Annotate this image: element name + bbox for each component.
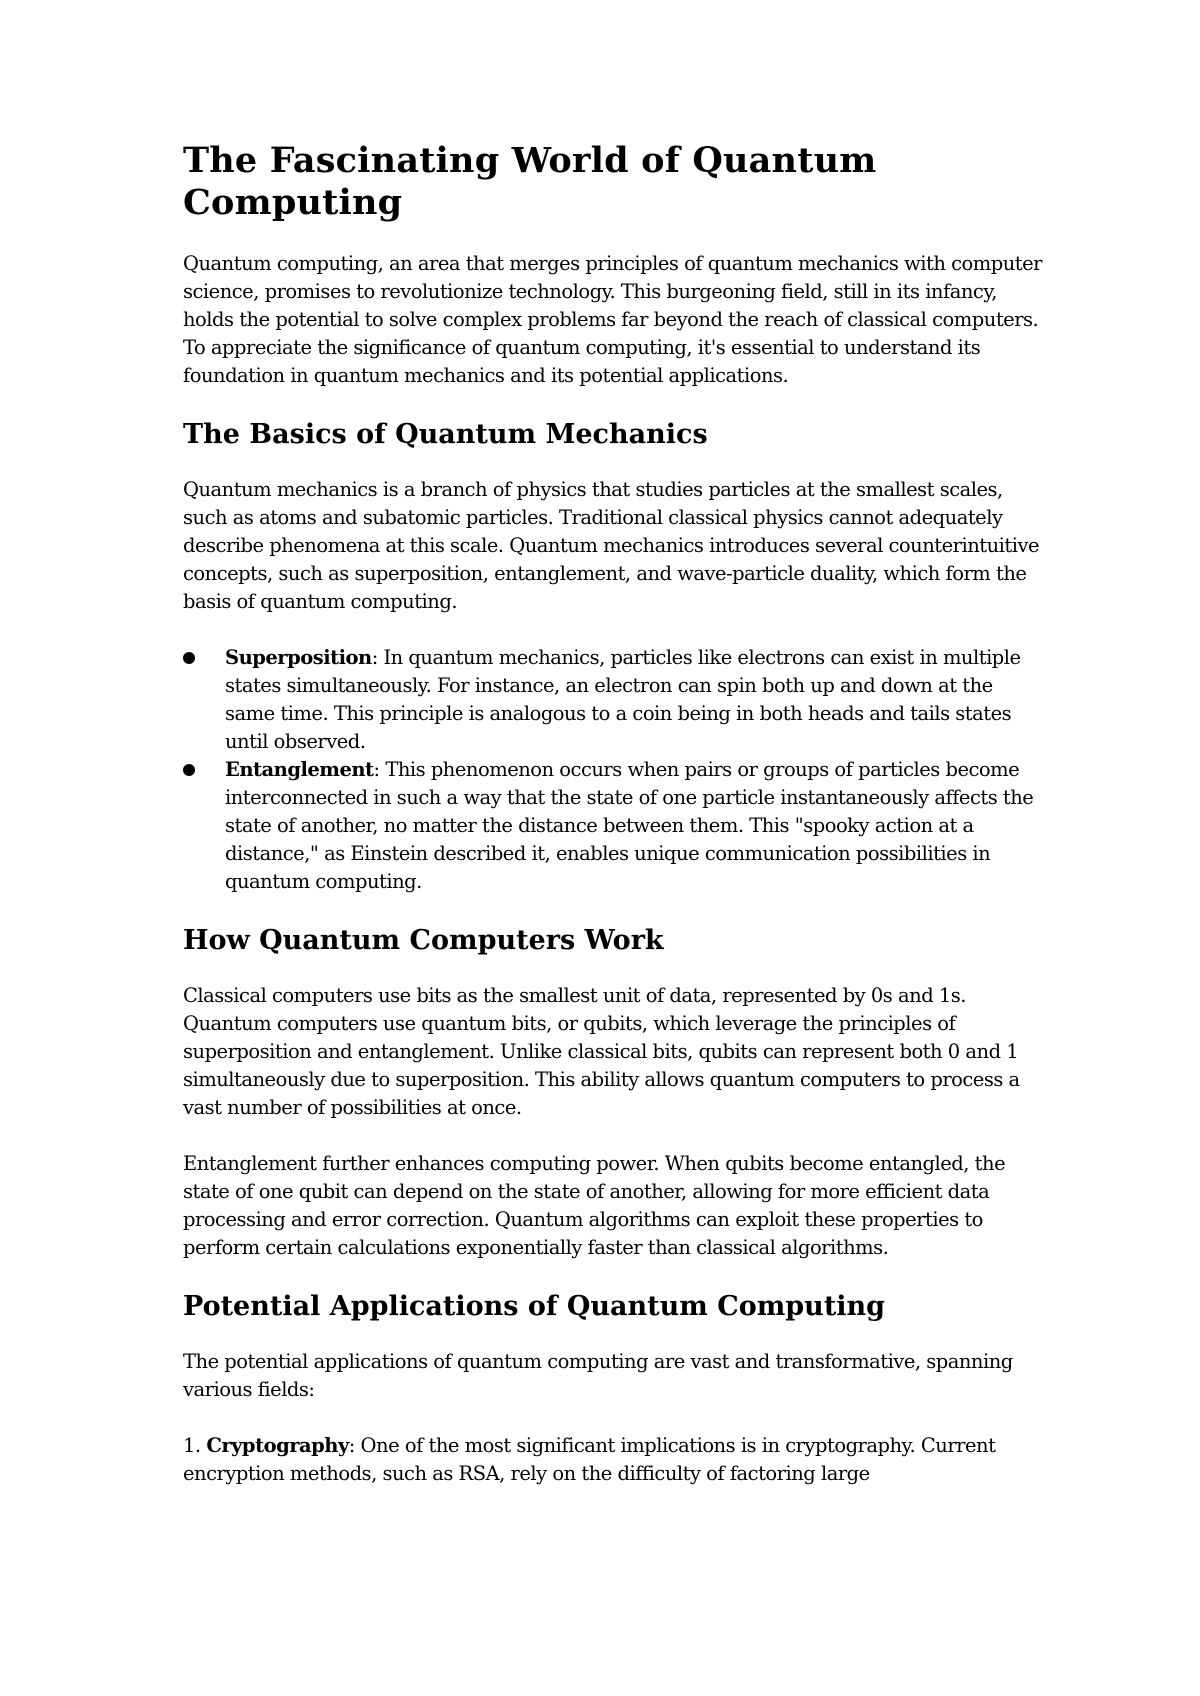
section-heading-how-it-works: How Quantum Computers Work <box>183 925 664 956</box>
bullet-dot-icon <box>183 652 195 664</box>
basics-paragraph: Quantum mechanics is a branch of physics that studies particles at the smallest scales, such as atoms and subatomic particles. Traditional classical physics cannot adequately describe phenomena at this scale. Quantum mechanics introduces several counterintuitive concepts, such as superposition, entanglement, and wave-particle duality, which form the basis of quantum computing. <box>183 478 1040 613</box>
item-number: 1. <box>183 1434 207 1457</box>
item-term: Cryptography <box>206 1434 349 1457</box>
section-heading-basics: The Basics of Quantum Mechanics <box>183 419 708 450</box>
intro-paragraph: Quantum computing, an area that merges principles of quantum mechanics with computer science, promises to revolutionize technology. This burgeoning field, still in its infancy, holds the potential to solve complex problems far beyond the reach of classical computers. To appreciate the significance of quantum computing, it's essential to understand its foundation in quantum mechanics and its potential applications. <box>183 252 1043 387</box>
bullet-term: Entanglement <box>225 758 374 781</box>
document-page <box>183 140 1043 1516</box>
how-it-works-paragraph-1: Classical computers use bits as the smallest unit of data, represented by 0s and 1s. Quantum computers use quantum bits, or qubits, which leverage the principles of superposition and entanglement. Unlike classical bits, qubits can represent both 0 and 1 simultaneously due to superposition. This ability allows quantum computers to process a vast number of possibilities at once. <box>183 984 1020 1119</box>
bullet-dot-icon <box>183 764 195 776</box>
concept-bullet-list <box>183 644 1043 896</box>
bullet-text: : This phenomenon occurs when pairs or groups of particles become interconnected in such a way that the state of one particle instantaneously affects the state of another, no matter the distance between them. This "spooky action at a distance," as Einstein described it, enables unique communication possibilities in quantum computing. <box>225 758 1034 893</box>
page-title: The Fascinating World of Quantum Computing <box>183 140 877 223</box>
bullet-text: : In quantum mechanics, particles like electrons can exist in multiple states simultaneously. For instance, an electron can spin both up and down at the same time. This principle is analogous to a coin being in both heads and tails states until observed. <box>225 646 1021 753</box>
bullet-term: Superposition <box>225 646 372 669</box>
item-text: : One of the most significant implications is in cryptography. Current encryption methods, such as RSA, rely on the difficulty of factoring large <box>183 1434 996 1485</box>
section-heading-applications: Potential Applications of Quantum Computing <box>183 1291 886 1322</box>
how-it-works-paragraph-2: Entanglement further enhances computing power. When qubits become entangled, the state of one qubit can depend on the state of another, allowing for more efficient data processing and error correction. Quantum algorithms can exploit these properties to perform certain calculations exponentially faster than classical algorithms. <box>183 1152 1006 1259</box>
applications-paragraph: The potential applications of quantum computing are vast and transformative, spanning various fields: <box>183 1350 1013 1401</box>
numbered-item-cryptography <box>183 1432 1043 1488</box>
bullet-item-superposition <box>183 644 1043 756</box>
bullet-item-entanglement <box>183 756 1043 896</box>
